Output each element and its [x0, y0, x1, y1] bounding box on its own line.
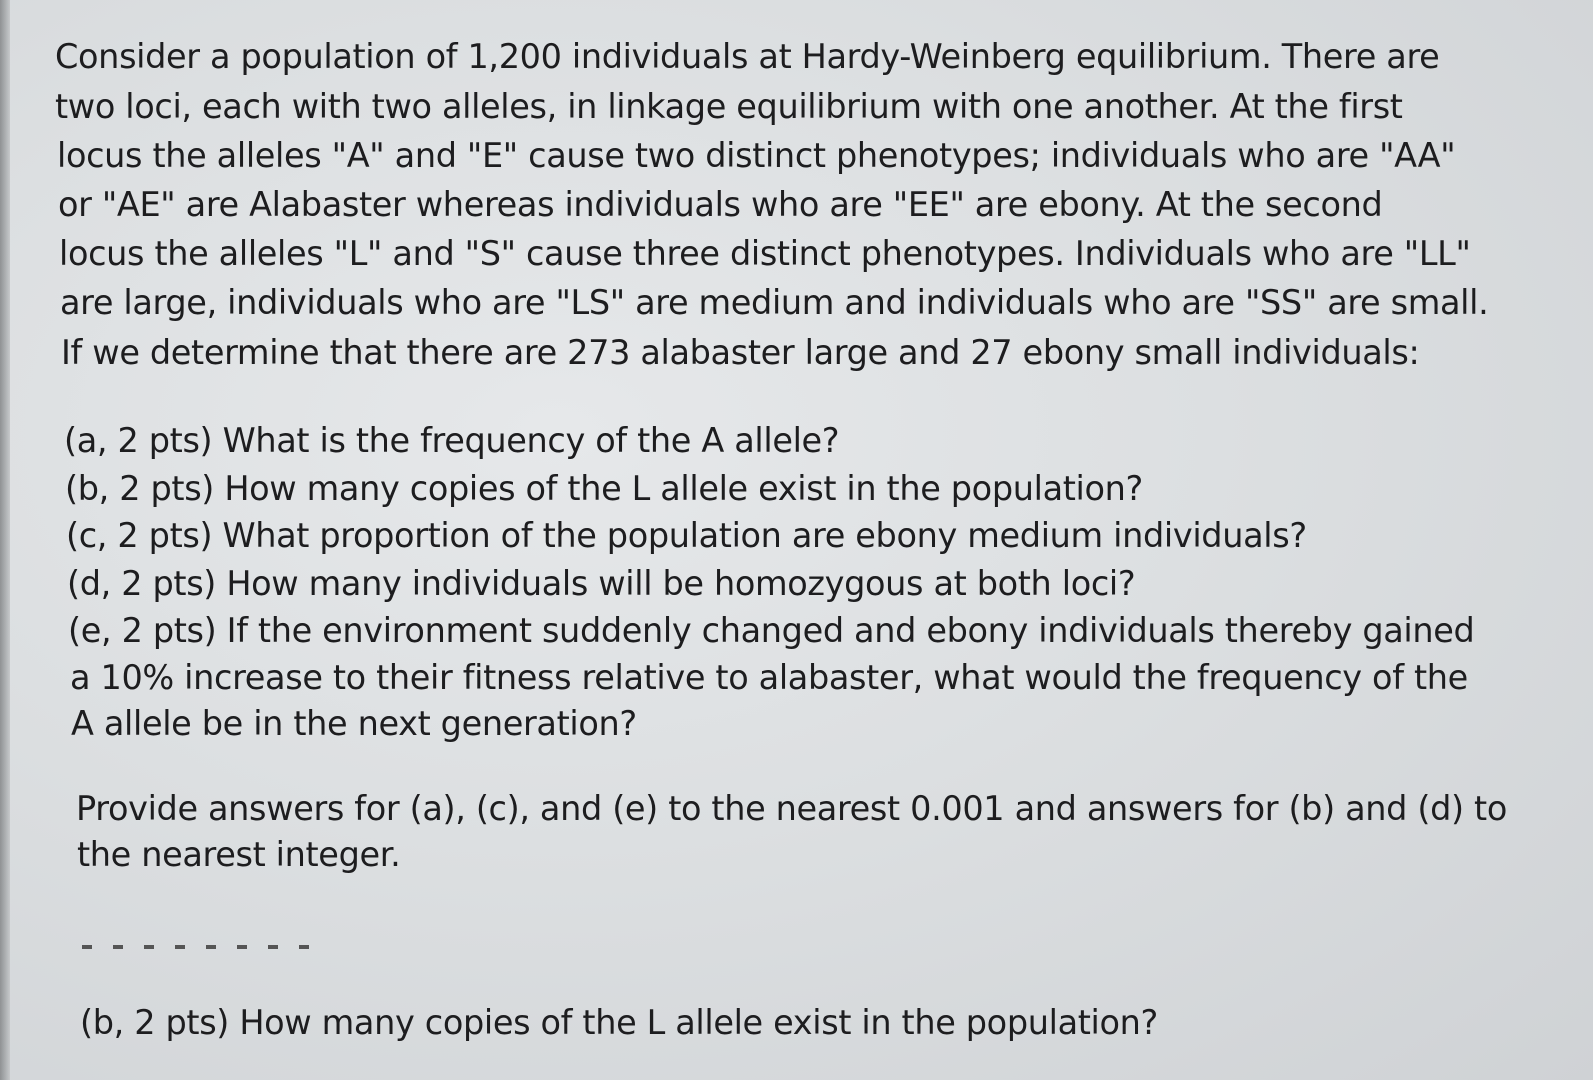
question-e-continued: A allele be in the next generation? — [71, 704, 637, 743]
intro-line: If we determine that there are 273 alabaster large and 27 ebony small individuals: — [61, 333, 1420, 372]
question-e: (e, 2 pts) If the environment suddenly changed and ebony individuals thereby gained — [68, 611, 1475, 650]
current-question: (b, 2 pts) How many copies of the L allele exist in the population? — [80, 1003, 1158, 1042]
question-d: (d, 2 pts) How many individuals will be homozygous at both loci? — [67, 564, 1136, 603]
intro-line: two loci, each with two alleles, in linkage equilibrium with one another. At the first — [55, 87, 1403, 126]
instruction-line: the nearest integer. — [77, 835, 401, 874]
intro-line: or "AE" are Alabaster whereas individuals who are "EE" are ebony. At the second — [58, 185, 1383, 224]
intro-line: are large, individuals who are "LS" are medium and individuals who are "SS" are small. — [60, 283, 1489, 322]
separator-dashes — [82, 945, 312, 949]
instruction-line: Provide answers for (a), (c), and (e) to the nearest 0.001 and answers for (b) and (d) to — [76, 789, 1507, 828]
question-a: (a, 2 pts) What is the frequency of the A allele? — [64, 421, 840, 460]
monitor-edge — [0, 0, 10, 1080]
intro-line: locus the alleles "L" and "S" cause three distinct phenotypes. Individuals who are "LL" — [59, 234, 1471, 273]
question-b: (b, 2 pts) How many copies of the L allele exist in the population? — [65, 469, 1143, 508]
question-e-continued: a 10% increase to their fitness relative to alabaster, what would the frequency of the — [70, 658, 1468, 697]
intro-line: Consider a population of 1,200 individuals at Hardy-Weinberg equilibrium. There are — [55, 37, 1440, 76]
intro-line: locus the alleles "A" and "E" cause two distinct phenotypes; individuals who are "AA" — [57, 136, 1456, 175]
question-c: (c, 2 pts) What proportion of the population are ebony medium individuals? — [66, 516, 1307, 555]
